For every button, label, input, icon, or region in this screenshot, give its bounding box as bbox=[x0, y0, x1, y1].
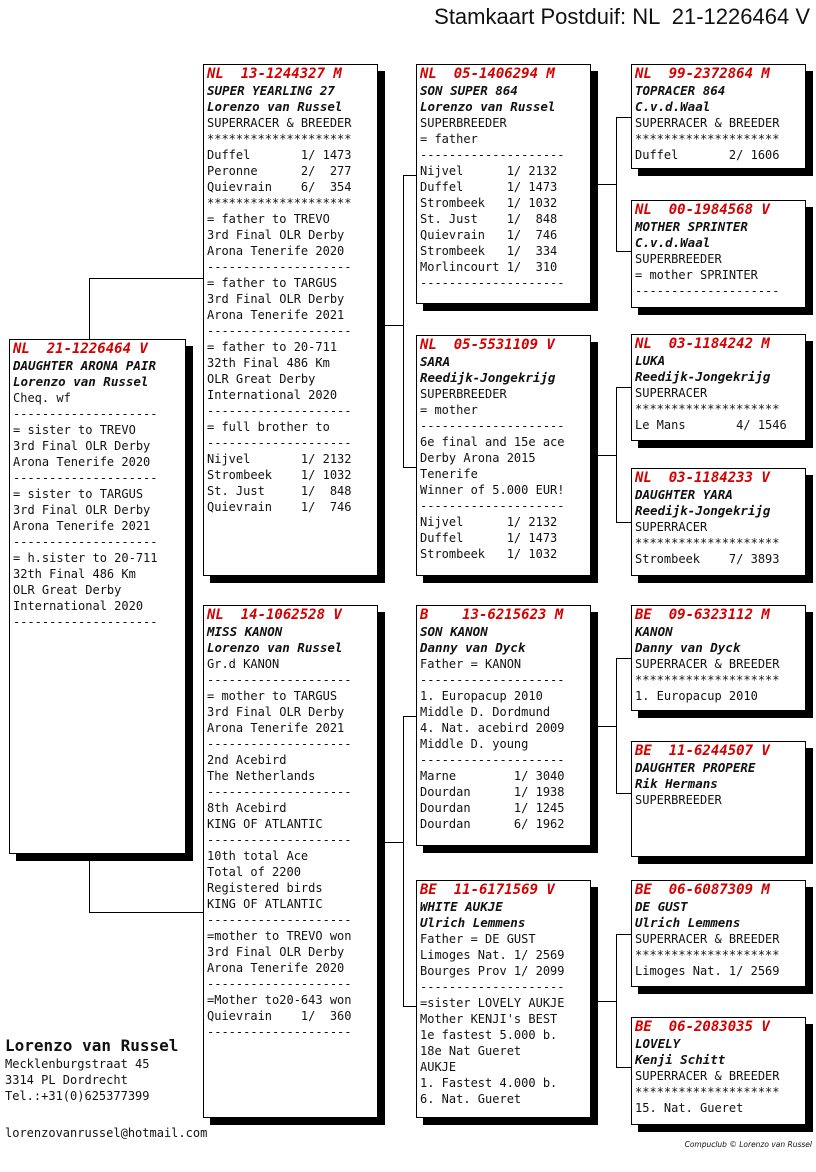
info-line: -------------------- bbox=[420, 499, 565, 513]
connector bbox=[616, 387, 617, 522]
info-line: Dourdan 1/ 1938 bbox=[420, 785, 565, 799]
ring-number: BE 06-2083035 V bbox=[635, 1019, 770, 1035]
info-line: ******************** bbox=[635, 536, 780, 550]
ring-number: NL 14-1062528 V bbox=[207, 607, 342, 623]
connector bbox=[616, 387, 632, 388]
connector bbox=[616, 1067, 632, 1068]
info-line: Quievrain 6/ 354 bbox=[207, 180, 352, 194]
bird-name: LUKA bbox=[635, 353, 666, 368]
info-line: -------------------- bbox=[207, 1025, 352, 1039]
ring-number: NL 03-1184233 V bbox=[635, 470, 770, 486]
info-line: Le Mans 4/ 1546 bbox=[635, 418, 787, 432]
info-line: 18e Nat Gueret bbox=[420, 1044, 522, 1058]
info-line: 3rd Final OLR Derby bbox=[13, 439, 151, 453]
ring-number: NL 03-1184242 M bbox=[635, 336, 770, 352]
connector bbox=[597, 1001, 617, 1002]
connector bbox=[403, 716, 417, 717]
info-line: Father = KANON bbox=[420, 657, 522, 671]
info-line: SUPERBREEDER bbox=[420, 116, 507, 130]
info-line: = h.sister to 20-711 bbox=[13, 551, 158, 565]
info-line: 32th Final 486 Km bbox=[13, 567, 136, 581]
info-line: -------------------- bbox=[207, 785, 352, 799]
info-line: Arona Tenerife 2021 bbox=[207, 308, 345, 322]
info-line: ******************** bbox=[207, 196, 352, 210]
info-line: -------------------- bbox=[207, 737, 352, 751]
info-line: Total of 2200 bbox=[207, 865, 301, 879]
info-line: -------------------- bbox=[13, 615, 158, 629]
info-line: 15. Nat. Gueret bbox=[635, 1101, 744, 1115]
ring-number: NL 99-2372864 M bbox=[635, 66, 770, 82]
info-line: Strombeek 7/ 3893 bbox=[635, 552, 780, 566]
info-line: Arona Tenerife 2020 bbox=[207, 961, 345, 975]
info-line: -------------------- bbox=[207, 833, 352, 847]
info-line: SUPERBREEDER bbox=[635, 252, 722, 266]
connector bbox=[616, 658, 617, 793]
connector bbox=[616, 522, 632, 523]
bird-name: KANON bbox=[635, 624, 673, 639]
info-line: OLR Great Derby bbox=[13, 583, 122, 597]
info-line: = mother bbox=[420, 403, 478, 417]
breeder-name: Ulrich Lemmens bbox=[420, 915, 526, 930]
info-line: -------------------- bbox=[635, 284, 780, 298]
info-line: Middle D. Dordmund bbox=[420, 705, 551, 719]
info-line: Arona Tenerife 2021 bbox=[207, 721, 345, 735]
breeder-name: Lorenzo van Russel bbox=[207, 99, 343, 114]
connector bbox=[597, 726, 617, 727]
bird-name: SARA bbox=[420, 354, 451, 369]
info-line: = father to TARGUS bbox=[207, 276, 338, 290]
ss-sire-card bbox=[631, 64, 806, 169]
info-line: Strombeek 1/ 1032 bbox=[420, 547, 558, 561]
info-line: Winner of 5.000 EUR! bbox=[420, 483, 565, 497]
connector bbox=[89, 912, 204, 913]
info-line: -------------------- bbox=[207, 260, 352, 274]
info-line: 3rd Final OLR Derby bbox=[207, 228, 345, 242]
sd-sire-card bbox=[631, 334, 806, 441]
info-line: = sister to TREVO bbox=[13, 423, 136, 437]
connector bbox=[616, 934, 632, 935]
subject-card bbox=[9, 339, 186, 854]
info-line: 3rd Final OLR Derby bbox=[207, 292, 345, 306]
bird-name: MOTHER SPRINTER bbox=[635, 219, 748, 234]
info-line: = sister to TARGUS bbox=[13, 487, 144, 501]
connector bbox=[403, 175, 417, 176]
info-line: = mother to TARGUS bbox=[207, 689, 338, 703]
info-line: Tenerife bbox=[420, 467, 478, 481]
info-line: 1e fastest 5.000 b. bbox=[420, 1028, 558, 1042]
info-line: Arona Tenerife 2020 bbox=[207, 244, 345, 258]
info-line: Nijvel 1/ 2132 bbox=[420, 515, 558, 529]
info-line: The Netherlands bbox=[207, 769, 316, 783]
info-line: Cheq. wf bbox=[13, 391, 71, 405]
info-line: Marne 1/ 3040 bbox=[420, 769, 565, 783]
breeder-name: Danny van Dyck bbox=[420, 640, 526, 655]
info-line: Duffel 1/ 1473 bbox=[420, 531, 558, 545]
info-line: 3rd Final OLR Derby bbox=[207, 705, 345, 719]
info-line: ******************** bbox=[635, 948, 780, 962]
connector bbox=[616, 117, 632, 118]
info-line: Dourdan 1/ 1245 bbox=[420, 801, 565, 815]
info-line: SUPERRACER & BREEDER bbox=[635, 116, 780, 130]
info-line: 6e final and 15e ace bbox=[420, 435, 565, 449]
owner-city: 3314 PL Dordrecht bbox=[5, 1073, 128, 1087]
connector bbox=[597, 455, 617, 456]
info-line: 1. Europacup 2010 bbox=[635, 689, 758, 703]
info-line: 10th total Ace bbox=[207, 849, 309, 863]
info-line: 3rd Final OLR Derby bbox=[13, 503, 151, 517]
breeder-name: Danny van Dyck bbox=[635, 640, 741, 655]
info-line: Quievrain 1/ 746 bbox=[207, 500, 352, 514]
info-line: -------------------- bbox=[420, 148, 565, 162]
owner-phone: Tel.:+31(0)625377399 bbox=[5, 1089, 150, 1103]
info-line: -------------------- bbox=[207, 977, 352, 991]
info-line: Morlincourt 1/ 310 bbox=[420, 260, 558, 274]
info-line: =Mother to20-643 won bbox=[207, 993, 352, 1007]
info-line: KING OF ATLANTIC bbox=[207, 817, 323, 831]
info-line: =mother to TREVO won bbox=[207, 929, 352, 943]
ring-number: NL 05-5531109 V bbox=[420, 337, 555, 353]
info-line: -------------------- bbox=[420, 419, 565, 433]
info-line: St. Just 1/ 848 bbox=[207, 484, 352, 498]
connector bbox=[384, 842, 404, 843]
info-line: Registered birds bbox=[207, 881, 323, 895]
bird-name: DE GUST bbox=[635, 899, 688, 914]
dd-sire-card bbox=[631, 880, 806, 987]
info-line: ******************** bbox=[635, 402, 780, 416]
info-line: Dourdan 6/ 1962 bbox=[420, 817, 565, 831]
breeder-name: Lorenzo van Russel bbox=[13, 374, 149, 389]
info-line: SUPERRACER bbox=[635, 520, 708, 534]
breeder-name: Reedijk-Jongekrijg bbox=[420, 370, 556, 385]
info-line: Quievrain 1/ 360 bbox=[207, 1009, 352, 1023]
info-line: Father = DE GUST bbox=[420, 932, 536, 946]
connector bbox=[403, 716, 404, 1006]
breeder-name: Rik Hermans bbox=[635, 776, 718, 791]
bird-name: SON SUPER 864 bbox=[420, 83, 518, 98]
breeder-name: Kenji Schitt bbox=[635, 1052, 726, 1067]
info-line: ******************** bbox=[635, 132, 780, 146]
bird-name: WHITE AUKJE bbox=[420, 899, 503, 914]
ring-number: B 13-6215623 M bbox=[420, 607, 564, 623]
info-line: Peronne 2/ 277 bbox=[207, 164, 352, 178]
info-line: Limoges Nat. 1/ 2569 bbox=[635, 964, 780, 978]
connector bbox=[616, 658, 632, 659]
info-line: Bourges Prov 1/ 2099 bbox=[420, 964, 565, 978]
breeder-name: C.v.d.Waal bbox=[635, 99, 711, 114]
info-line: = full brother to bbox=[207, 420, 330, 434]
info-line: Arona Tenerife 2021 bbox=[13, 519, 151, 533]
ring-number: BE 09-6323112 M bbox=[635, 607, 770, 623]
ring-number: BE 11-6244507 V bbox=[635, 743, 770, 759]
info-line: -------------------- bbox=[420, 753, 565, 767]
info-line: Strombeek 1/ 1032 bbox=[420, 196, 558, 210]
ds-sire-card bbox=[631, 605, 806, 711]
connector bbox=[89, 860, 90, 912]
bird-name: DAUGHTER ARONA PAIR bbox=[13, 358, 156, 373]
credit-text: Compuclub © Lorenzo van Russel bbox=[684, 1140, 812, 1149]
connector bbox=[403, 175, 404, 467]
ring-number: NL 21-1226464 V bbox=[13, 341, 148, 357]
connector bbox=[384, 325, 404, 326]
breeder-name: Reedijk-Jongekrijg bbox=[635, 369, 771, 384]
info-line: SUPERRACER bbox=[635, 386, 708, 400]
info-line: Limoges Nat. 1/ 2569 bbox=[420, 948, 565, 962]
sire-dam-card bbox=[416, 335, 591, 576]
owner-email[interactable]: lorenzovanrussel@hotmail.com bbox=[5, 1126, 208, 1140]
info-line: 8th Acebird bbox=[207, 801, 287, 815]
info-line: = father bbox=[420, 132, 478, 146]
info-line: ******************** bbox=[635, 1085, 780, 1099]
info-line: ******************** bbox=[207, 132, 352, 146]
dam-sire-card bbox=[416, 605, 591, 846]
info-line: OLR Great Derby bbox=[207, 372, 316, 386]
info-line: Nijvel 1/ 2132 bbox=[207, 452, 352, 466]
page-title: Stamkaart Postduif: NL 21-1226464 V bbox=[434, 4, 810, 29]
connector bbox=[616, 251, 632, 252]
info-line: SUPERBREEDER bbox=[635, 793, 722, 807]
info-line: AUKJE bbox=[420, 1060, 457, 1074]
info-line: International 2020 bbox=[207, 388, 338, 402]
info-line: -------------------- bbox=[420, 276, 565, 290]
ring-number: NL 00-1984568 V bbox=[635, 202, 770, 218]
sire-sire-card bbox=[416, 64, 591, 304]
info-line: 3rd Final OLR Derby bbox=[207, 945, 345, 959]
owner-block bbox=[5, 1036, 178, 1104]
connector bbox=[89, 278, 90, 340]
dam-dam-card bbox=[416, 880, 591, 1118]
info-line: St. Just 1/ 848 bbox=[420, 212, 558, 226]
ring-number: NL 13-1244327 M bbox=[207, 66, 342, 82]
ds-dam-card bbox=[631, 741, 806, 857]
info-line: SUPERRACER & BREEDER bbox=[207, 116, 352, 130]
connector bbox=[597, 184, 617, 185]
info-line: -------------------- bbox=[13, 471, 158, 485]
info-line: Duffel 1/ 1473 bbox=[420, 180, 558, 194]
info-line: -------------------- bbox=[207, 436, 352, 450]
connector bbox=[616, 793, 632, 794]
info-line: KING OF ATLANTIC bbox=[207, 897, 323, 911]
breeder-name: Ulrich Lemmens bbox=[635, 915, 741, 930]
info-line: SUPERRACER & BREEDER bbox=[635, 657, 780, 671]
dam-card bbox=[203, 605, 378, 1118]
ring-number: BE 11-6171569 V bbox=[420, 882, 555, 898]
info-line: International 2020 bbox=[13, 599, 144, 613]
info-line: Strombeek 1/ 1032 bbox=[207, 468, 352, 482]
connector bbox=[403, 1006, 417, 1007]
connector bbox=[403, 467, 417, 468]
info-line: -------------------- bbox=[420, 980, 565, 994]
bird-name: MISS KANON bbox=[207, 624, 283, 639]
info-line: -------------------- bbox=[207, 324, 352, 338]
connector bbox=[616, 117, 617, 251]
owner-address: Mecklenburgstraat 45 bbox=[5, 1057, 150, 1071]
owner-name: Lorenzo van Russel bbox=[5, 1036, 179, 1055]
info-line: Strombeek 1/ 334 bbox=[420, 244, 558, 258]
info-line: 6. Nat. Gueret bbox=[420, 1092, 522, 1106]
dd-dam-card bbox=[631, 1017, 806, 1125]
info-line: -------------------- bbox=[420, 673, 565, 687]
info-line: 4. Nat. acebird 2009 bbox=[420, 721, 565, 735]
info-line: 1. Europacup 2010 bbox=[420, 689, 543, 703]
info-line: Nijvel 1/ 2132 bbox=[420, 164, 558, 178]
info-line: Gr.d KANON bbox=[207, 657, 280, 671]
bird-name: LOVELY bbox=[635, 1036, 681, 1051]
info-line: = father to 20-711 bbox=[207, 340, 338, 354]
info-line: 2nd Acebird bbox=[207, 753, 287, 767]
info-line: Arona Tenerife 2020 bbox=[13, 455, 151, 469]
breeder-name: Lorenzo van Russel bbox=[207, 640, 343, 655]
bird-name: SON KANON bbox=[420, 624, 488, 639]
connector bbox=[89, 278, 204, 279]
info-line: Mother KENJI's BEST bbox=[420, 1012, 558, 1026]
info-line: SUPERRACER & BREEDER bbox=[635, 1069, 780, 1083]
info-line: = father to TREVO bbox=[207, 212, 330, 226]
info-line: -------------------- bbox=[13, 535, 158, 549]
ring-number: NL 05-1406294 M bbox=[420, 66, 555, 82]
connector bbox=[616, 934, 617, 1067]
info-line: 1. Fastest 4.000 b. bbox=[420, 1076, 558, 1090]
info-line: Duffel 1/ 1473 bbox=[207, 148, 352, 162]
info-line: -------------------- bbox=[13, 407, 158, 421]
info-line: ******************** bbox=[635, 673, 780, 687]
info-line: -------------------- bbox=[207, 673, 352, 687]
info-line: Duffel 2/ 1606 bbox=[635, 148, 780, 162]
ring-number: BE 06-6087309 M bbox=[635, 882, 770, 898]
bird-name: TOPRACER 864 bbox=[635, 83, 726, 98]
info-line: Quievrain 1/ 746 bbox=[420, 228, 558, 242]
info-line: -------------------- bbox=[207, 913, 352, 927]
breeder-name: C.v.d.Waal bbox=[635, 235, 711, 250]
sire-card bbox=[203, 64, 378, 576]
ss-dam-card bbox=[631, 200, 806, 308]
breeder-name: Reedijk-Jongekrijg bbox=[635, 503, 771, 518]
sd-dam-card bbox=[631, 468, 806, 576]
info-line: SUPERRACER & BREEDER bbox=[635, 932, 780, 946]
info-line: SUPERBREEDER bbox=[420, 387, 507, 401]
info-line: = mother SPRINTER bbox=[635, 268, 758, 282]
info-line: Derby Arona 2015 bbox=[420, 451, 536, 465]
bird-name: SUPER YEARLING 27 bbox=[207, 83, 335, 98]
breeder-name: Lorenzo van Russel bbox=[420, 99, 556, 114]
info-line: 32th Final 486 Km bbox=[207, 356, 330, 370]
info-line: =sister LOVELY AUKJE bbox=[420, 996, 565, 1010]
info-line: -------------------- bbox=[207, 404, 352, 418]
bird-name: DAUGHTER PROPERE bbox=[635, 760, 756, 775]
bird-name: DAUGHTER YARA bbox=[635, 487, 733, 502]
info-line: Middle D. young bbox=[420, 737, 529, 751]
